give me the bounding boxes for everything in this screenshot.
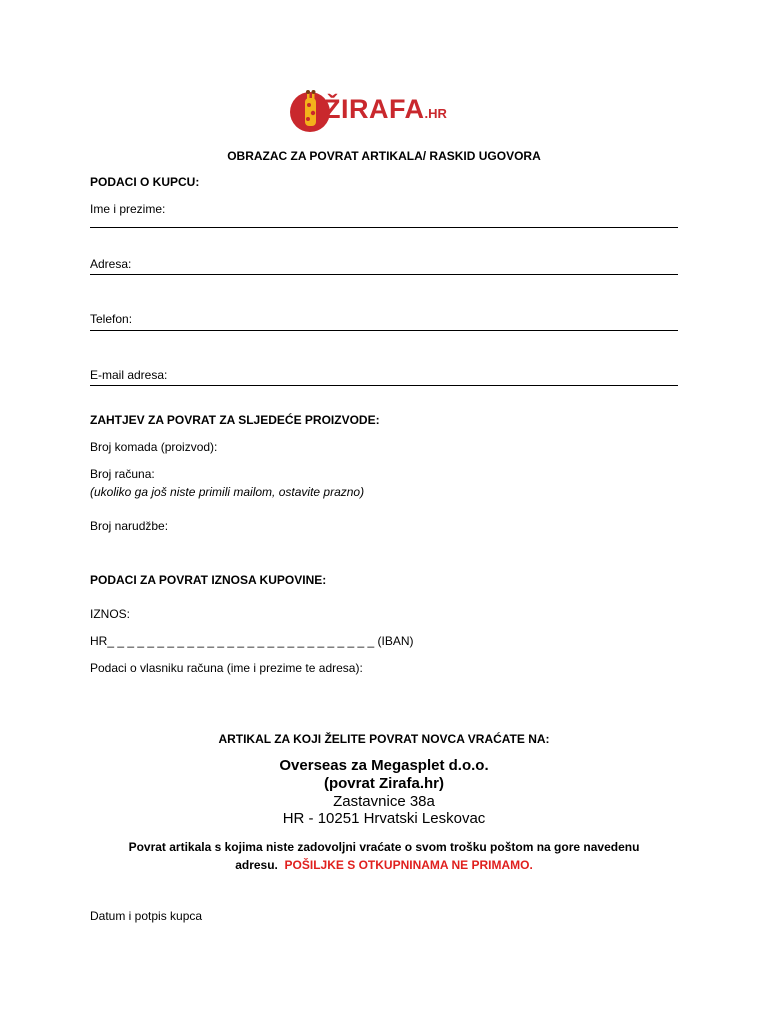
order-number-label: Broj narudžbe: (90, 519, 169, 533)
company-subtitle: (povrat Zirafa.hr) (323, 775, 444, 792)
logo-name: ŽIRAFA (324, 94, 425, 124)
field-label-address: Adresa: (90, 257, 132, 271)
refund-section-heading: PODACI ZA POVRAT IZNOSA KUPOVINE: (90, 573, 327, 587)
field-line-address[interactable] (90, 274, 678, 275)
return-note-line1: Povrat artikala s kojima niste zadovoljni vraćate o svom trošku poštom na gore navedenu (128, 840, 640, 854)
amount-label: IZNOS: (90, 607, 131, 621)
return-note-address: adresu. (235, 858, 278, 872)
company-name: Overseas za Megasplet d.o.o. (279, 757, 489, 774)
invoice-label: Broj računa: (90, 467, 155, 481)
field-label-name: Ime i prezime: (90, 202, 166, 216)
company-city: HR - 10251 Hrvatski Leskovac (282, 810, 486, 827)
field-label-email: E-mail adresa: (90, 368, 168, 382)
form-title: OBRAZAC ZA POVRAT ARTIKALA/ RASKID UGOVORA (227, 149, 541, 163)
zirafa-logo (288, 88, 478, 136)
logo-wordmark (324, 94, 447, 125)
iban-line: HR_ _ _ _ _ _ _ _ _ _ _ _ _ _ _ _ _ _ _ _ _ _ _ _ _ _ _ (IBAN) (90, 634, 414, 648)
return-section-heading: ARTIKAL ZA KOJI ŽELITE POVRAT NOVCA VRAĆATE NA: (218, 732, 550, 746)
company-street: Zastavnice 38a (333, 793, 435, 810)
invoice-note: (ukoliko ga još niste primili mailom, ostavite prazno) (90, 485, 365, 499)
account-owner-label: Podaci o vlasniku računa (ime i prezime te adresa): (90, 661, 363, 675)
field-line-name[interactable] (90, 227, 678, 228)
buyer-section-heading: PODACI O KUPCU: (90, 175, 200, 189)
signature-label: Datum i potpis kupca (90, 909, 203, 923)
field-line-email[interactable] (90, 385, 678, 386)
request-section-heading: ZAHTJEV ZA POVRAT ZA SLJEDEĆE PROIZVODE: (90, 413, 380, 427)
quantity-label: Broj komada (proizvod): (90, 440, 218, 454)
return-note-line2 (0, 856, 768, 874)
no-cod-warning: POŠILJKE S OTKUPNINAMA NE PRIMAMO. (284, 858, 533, 872)
field-label-phone: Telefon: (90, 312, 133, 326)
field-line-phone[interactable] (90, 330, 678, 331)
logo-suffix: .HR (424, 106, 447, 121)
